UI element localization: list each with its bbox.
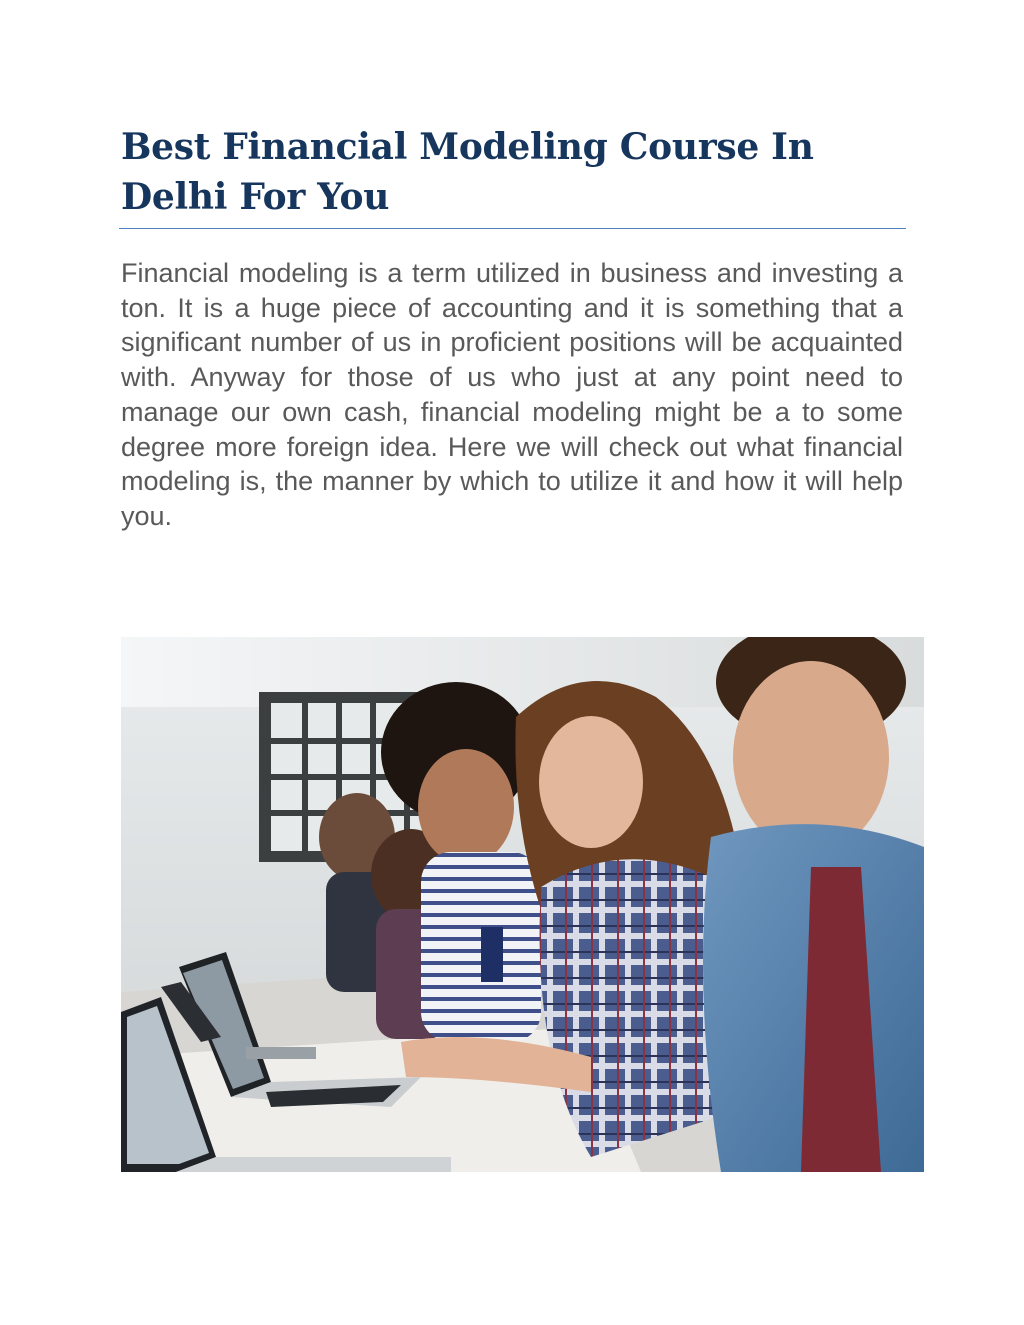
page-title: Best Financial Modeling Course In Delhi For You [121, 126, 814, 218]
title-divider [119, 228, 906, 229]
students-with-laptops-photo [121, 637, 924, 1172]
intro-paragraph: Financial modeling is a term utilized in business and investing a ton. It is a huge piece of accounting and it is something that a significant number of us in proficient positions will be acquainted with. Anyway for those of us who just at any point need to manage our own cash, financial modeling might be a to some degree more foreign idea. Here we will check out what financial modeling is, the manner by which to utilize it and how it will help you. [121, 258, 903, 531]
